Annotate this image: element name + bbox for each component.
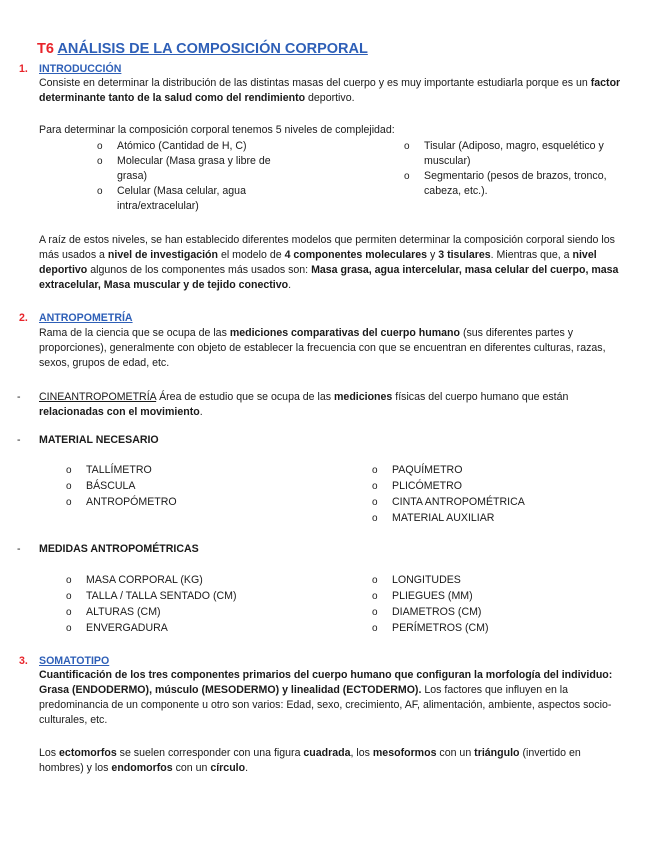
- text-run: se suelen corresponder con una figura: [116, 747, 304, 759]
- medidas-list-right: [372, 573, 612, 637]
- intro-paragraph-3: [39, 233, 624, 293]
- text-run: (invertido en hombres) y los: [39, 747, 581, 774]
- text-run-bold: cuadrada: [303, 747, 351, 759]
- list-item: o ALTURAS (CM): [66, 605, 326, 621]
- text-run-bold: mediciones: [334, 391, 393, 403]
- section-heading-somatotipo: [19, 654, 109, 668]
- section-number: 1.: [19, 63, 28, 75]
- section-number: 2.: [19, 312, 28, 324]
- text-run-bold: relacionadas con el movimiento: [39, 406, 200, 418]
- list-item: o MASA CORPORAL (KG): [66, 573, 326, 589]
- levels-list-left: [97, 139, 297, 214]
- list-item: o Atómico (Cantidad de H, C): [97, 139, 297, 154]
- list-item: o PERÍMETROS (CM): [372, 621, 612, 637]
- text-run: con un: [172, 762, 211, 774]
- text-run: .: [199, 406, 203, 418]
- list-item: o CINTA ANTROPOMÉTRICA: [372, 495, 612, 511]
- list-item: o MATERIAL AUXILIAR: [372, 511, 612, 527]
- text-run: con un: [436, 747, 475, 759]
- intro-paragraph-2: Para determinar la composición corporal tenemos 5 niveles de complejidad:: [39, 124, 395, 136]
- text-run: . Mientras que, a: [490, 249, 573, 261]
- list-item: o Tisular (Adiposo, magro, esquelético y muscular): [404, 139, 619, 169]
- text-run-underlined: CINEANTROPOMETRÍA: [39, 391, 157, 403]
- list-item: o BÁSCULA: [66, 479, 306, 495]
- text-run: , los: [350, 747, 373, 759]
- text-run: (sus diferentes partes y proporciones), generalmente con objeto de establecer la frecuencia con que se encuentran en diferentes culturas, razas, sexos, grupos de edad, etc.: [39, 327, 606, 369]
- document-title: [37, 40, 368, 58]
- dash-bullet: -: [17, 391, 21, 403]
- list-item: o Celular (Masa celular, agua intra/extracelular): [97, 184, 297, 214]
- cineantropometria-paragraph: [39, 390, 624, 420]
- somatotipo-paragraph-2: [39, 746, 624, 776]
- medidas-heading: MEDIDAS ANTROPOMÉTRICAS: [39, 543, 199, 555]
- title-number: T6: [37, 41, 54, 57]
- text-run-bold: nivel deportivo: [39, 249, 597, 276]
- text-run-bold: mediciones comparativas del cuerpo humano: [229, 327, 460, 339]
- list-item: o Segmentario (pesos de brazos, tronco, cabeza, etc.).: [404, 169, 619, 199]
- text-run-bold: Masa grasa, agua intercelular, masa celular del cuerpo, masa extracelular, Masa muscular y de tejido conectivo: [39, 264, 619, 291]
- text-run-bold: triángulo: [474, 747, 520, 759]
- text-run: A raíz de estos niveles, se han establecido diferentes modelos que permiten determinar la composición corporal siendo los más usados a: [39, 234, 615, 261]
- material-list-left: [66, 463, 306, 511]
- section-heading-introduccion: [19, 62, 121, 76]
- list-item: o PLIEGUES (MM): [372, 589, 612, 605]
- text-run: físicas del cuerpo humano que están: [392, 391, 569, 403]
- material-heading: MATERIAL NECESARIO: [39, 434, 159, 446]
- text-run: Consiste en determinar la distribución de las distintas masas del cuerpo y es muy importante estudiarla porque es un: [39, 77, 591, 89]
- text-run: Área de estudio que se ocupa de las: [156, 391, 335, 403]
- text-run-bold: 3 tisulares: [438, 249, 491, 261]
- section-title: INTRODUCCIÓN: [39, 63, 122, 75]
- section-heading-antropometria: [19, 311, 133, 325]
- list-item: o DIAMETROS (CM): [372, 605, 612, 621]
- list-item: o PLICÓMETRO: [372, 479, 612, 495]
- title-text: ANÁLISIS DE LA COMPOSICIÓN CORPORAL: [57, 41, 368, 57]
- text-run: algunos de los componentes más usados son:: [87, 264, 312, 276]
- medidas-list-left: [66, 573, 326, 637]
- antropo-paragraph-1: [39, 326, 624, 371]
- text-run-bold: factor determinante tanto de la salud como del rendimiento: [39, 77, 621, 104]
- dash-bullet: -: [17, 434, 21, 446]
- section-title: SOMATOTIPO: [39, 655, 110, 667]
- material-list-right: [372, 463, 612, 527]
- text-run: Rama de la ciencia que se ocupa de las: [39, 327, 230, 339]
- text-run: y: [427, 249, 439, 261]
- levels-list-right: [404, 139, 619, 199]
- text-run: deportivo.: [305, 92, 355, 104]
- list-item: o Molecular (Masa grasa y libre de grasa): [97, 154, 297, 184]
- list-item: o ANTROPÓMETRO: [66, 495, 306, 511]
- list-item: o TALLÍMETRO: [66, 463, 306, 479]
- dash-bullet: -: [17, 543, 21, 555]
- text-run-bold: nivel de investigación: [107, 249, 218, 261]
- text-run-bold: Cuantificación de los tres componentes primarios del cuerpo humano que configuran la morfología del individuo: Grasa (ENDODERMO), músculo (MESODERMO) y linealidad (ECTODERMO).: [39, 669, 613, 696]
- list-item: o LONGITUDES: [372, 573, 612, 589]
- section-title: ANTROPOMETRÍA: [39, 312, 133, 324]
- text-run: .: [288, 279, 292, 291]
- text-run-bold: 4 componentes moleculares: [284, 249, 428, 261]
- text-run: Los factores que influyen en la predominancia de un componente u otro son varios: Edad, sexo, crecimiento, AF, alimentación, ambiente, aspectos socio-culturales, etc.: [39, 684, 612, 726]
- list-item: o PAQUÍMETRO: [372, 463, 612, 479]
- somatotipo-paragraph-1: [39, 668, 624, 728]
- text-run: el modelo de: [218, 249, 285, 261]
- text-run: Los: [39, 747, 60, 759]
- section-number: 3.: [19, 655, 28, 667]
- text-run-bold: endomorfos: [111, 762, 173, 774]
- intro-paragraph-1: [39, 76, 624, 106]
- list-item: o TALLA / TALLA SENTADO (CM): [66, 589, 326, 605]
- text-run: .: [245, 762, 249, 774]
- text-run-bold: ectomorfos: [59, 747, 117, 759]
- text-run-bold: círculo: [210, 762, 246, 774]
- text-run-bold: mesoformos: [372, 747, 437, 759]
- list-item: o ENVERGADURA: [66, 621, 326, 637]
